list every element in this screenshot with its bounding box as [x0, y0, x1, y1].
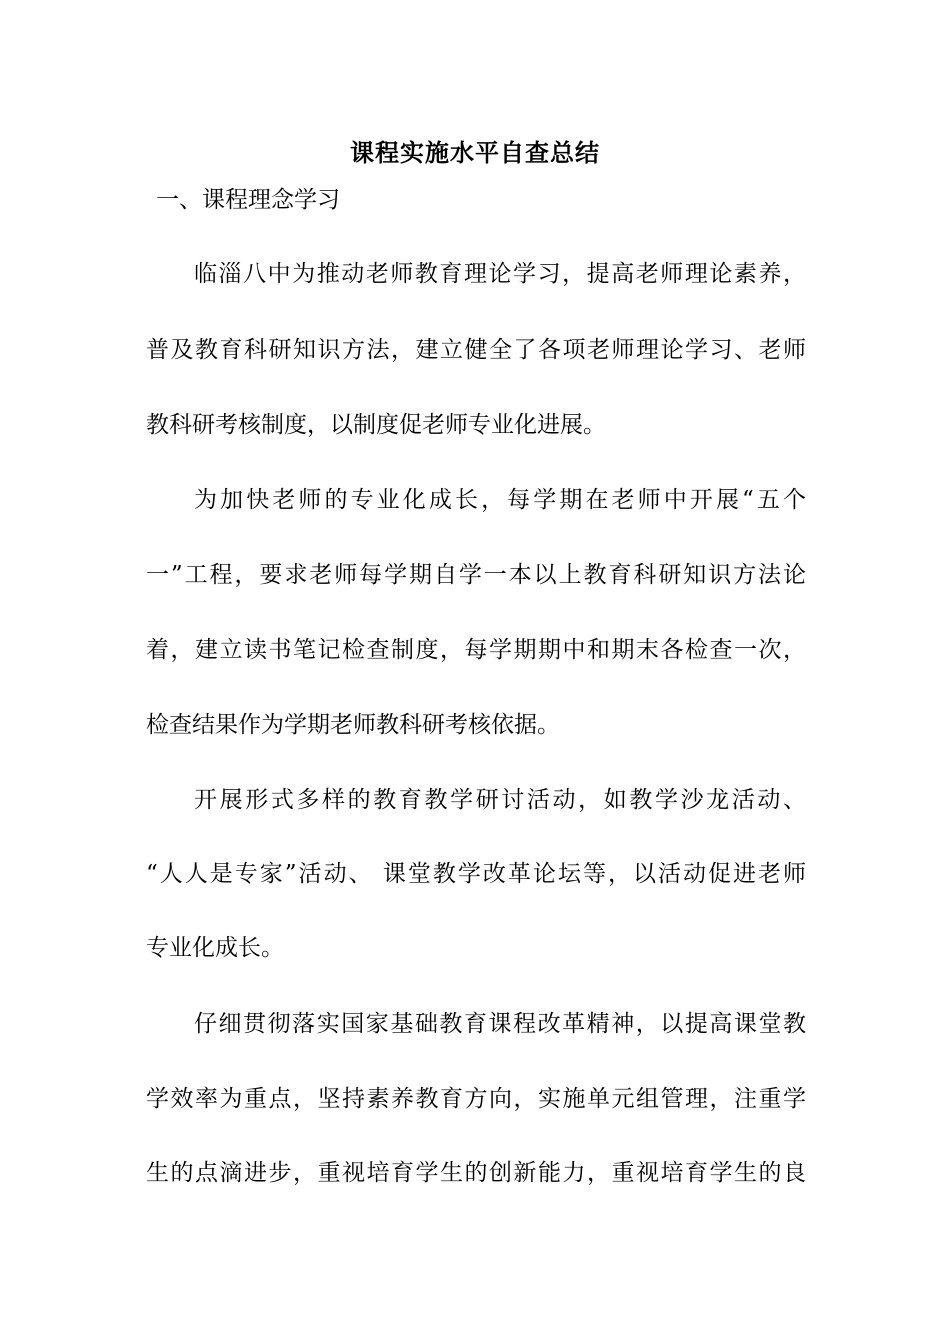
- paragraph-line: 仔细贯彻落实国家基础教育课程改革精神，以提高课堂教: [194, 1011, 806, 1037]
- section-heading: 一、课程理念学习: [156, 187, 340, 213]
- paragraph-line: 生的点滴进步，重视培育学生的创新能力，重视培育学生的良: [146, 1160, 806, 1186]
- paragraph-line: 专业化成长。: [146, 935, 284, 961]
- paragraph-line: 一”工程，要求老师每学期自学一本以上教育科研知识方法论: [146, 562, 806, 588]
- paragraph-line: 教科研考核制度，以制度促老师专业化进展。: [146, 412, 606, 438]
- document-title: 课程实施水平自查总结: [350, 138, 600, 167]
- paragraph-line: 着，建立读书笔记检查制度，每学期期中和期末各检查一次，: [146, 637, 806, 663]
- paragraph-line: 检查结果作为学期老师教科研考核依据。: [146, 712, 560, 738]
- paragraph-line: 临淄八中为推动老师教育理论学习，提高老师理论素养，: [194, 261, 806, 287]
- paragraph-line: 普及教育科研知识方法，建立健全了各项老师理论学习、老师: [146, 337, 806, 363]
- paragraph-line: 为加快老师的专业化成长，每学期在老师中开展“五个: [194, 487, 806, 513]
- paragraph-line: 学效率为重点，坚持素养教育方向，实施单元组管理，注重学: [146, 1086, 806, 1112]
- paragraph-line: “人人是专家”活动、 课堂教学改革论坛等，以活动促进老师: [146, 861, 806, 887]
- paragraph-line: 开展形式多样的教育教学研讨活动，如教学沙龙活动、: [194, 787, 806, 813]
